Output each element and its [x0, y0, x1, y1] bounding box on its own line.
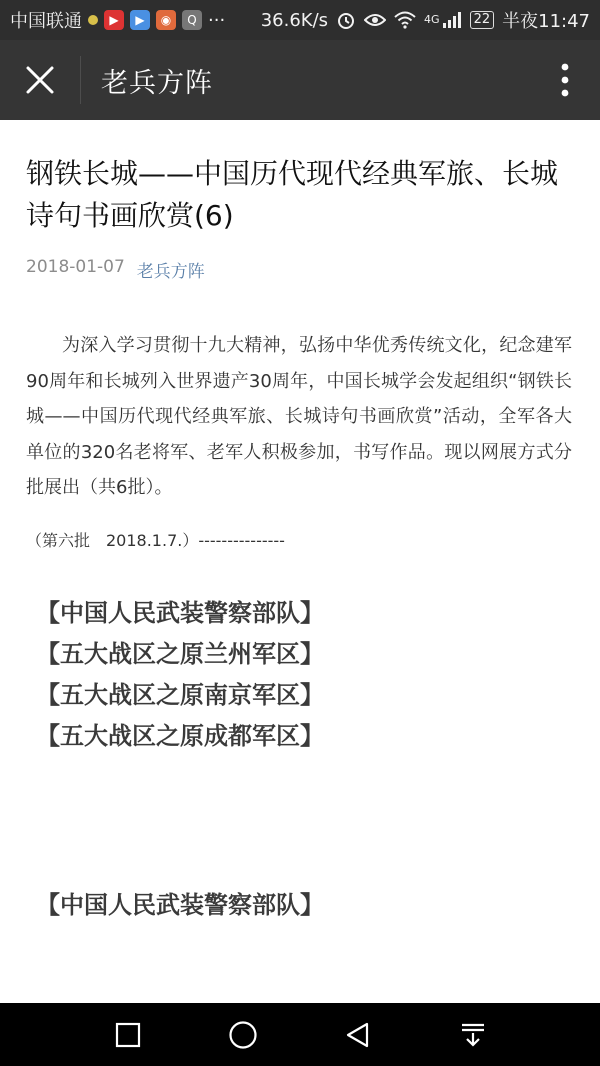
app-bar-divider	[80, 56, 81, 104]
network-speed: 36.6K/s	[260, 9, 329, 31]
section-heading: 【五大战区之原南京军区】	[36, 680, 324, 709]
player-app-icon: ▶	[130, 10, 150, 30]
section-heading-list	[26, 593, 572, 757]
home-button[interactable]	[213, 1005, 273, 1065]
clock: 半夜11:47	[502, 11, 590, 32]
battery-icon: 22	[470, 11, 495, 29]
section-heading: 【五大战区之原兰州军区】	[36, 639, 324, 668]
system-navigation-bar	[0, 1003, 600, 1066]
article-meta	[26, 257, 572, 282]
section-heading: 【五大战区之原成都军区】	[36, 721, 324, 750]
status-right	[261, 7, 590, 33]
article	[0, 120, 600, 926]
qq-app-icon: Q	[182, 10, 202, 30]
close-button[interactable]	[0, 40, 80, 120]
article-title: 钢铁长城——中国历代现代经典军旅、长城诗句书画欣赏(6)	[26, 157, 559, 232]
wifi-icon	[394, 11, 416, 29]
recent-apps-button[interactable]	[98, 1005, 158, 1065]
section-heading: 【中国人民武装警察部队】	[36, 598, 324, 627]
status-bar	[0, 0, 600, 40]
publish-date: 2018-01-07	[26, 257, 125, 277]
back-triangle-icon	[344, 1021, 372, 1049]
status-left	[10, 7, 225, 33]
video-app-icon: ▶	[104, 10, 124, 30]
square-icon	[115, 1022, 141, 1048]
weibo-app-icon: ◉	[156, 10, 176, 30]
circle-icon	[228, 1020, 258, 1050]
alarm-icon	[336, 10, 356, 30]
network-type: 4G	[424, 13, 440, 26]
back-button[interactable]	[328, 1005, 388, 1065]
carrier-name: 中国联通	[10, 11, 82, 32]
section-heading-block	[26, 885, 572, 926]
notification-dot-icon	[88, 15, 98, 25]
app-bar-title: 老兵方阵	[101, 67, 213, 99]
author-link[interactable]: 老兵方阵	[136, 262, 205, 282]
app-bar	[0, 40, 600, 120]
article-paragraph: 为深入学习贯彻十九大精神，弘扬中华优秀传统文化，纪念建军90周年和长城列入世界遗产30周年，中国长城学会发起组织“钢铁长城——中国历代现代经典军旅、长城诗句书画欣赏”活动，全军各大单位的320名老将军、老军人积极参加，书写作品。现以网展方式分批展出（共6批）。	[26, 335, 572, 498]
signal-icon	[442, 11, 462, 29]
close-icon	[25, 65, 55, 95]
batch-label: （第六批 2018.1.7.）---------------	[26, 530, 285, 550]
more-vertical-icon	[561, 63, 569, 97]
more-notifications-icon: ···	[208, 9, 226, 31]
more-options-button[interactable]	[530, 40, 600, 120]
notification-pulldown-button[interactable]	[443, 1005, 503, 1065]
eye-icon	[364, 12, 386, 28]
section-heading: 【中国人民武装警察部队】	[36, 890, 324, 919]
pulldown-icon	[459, 1021, 487, 1049]
